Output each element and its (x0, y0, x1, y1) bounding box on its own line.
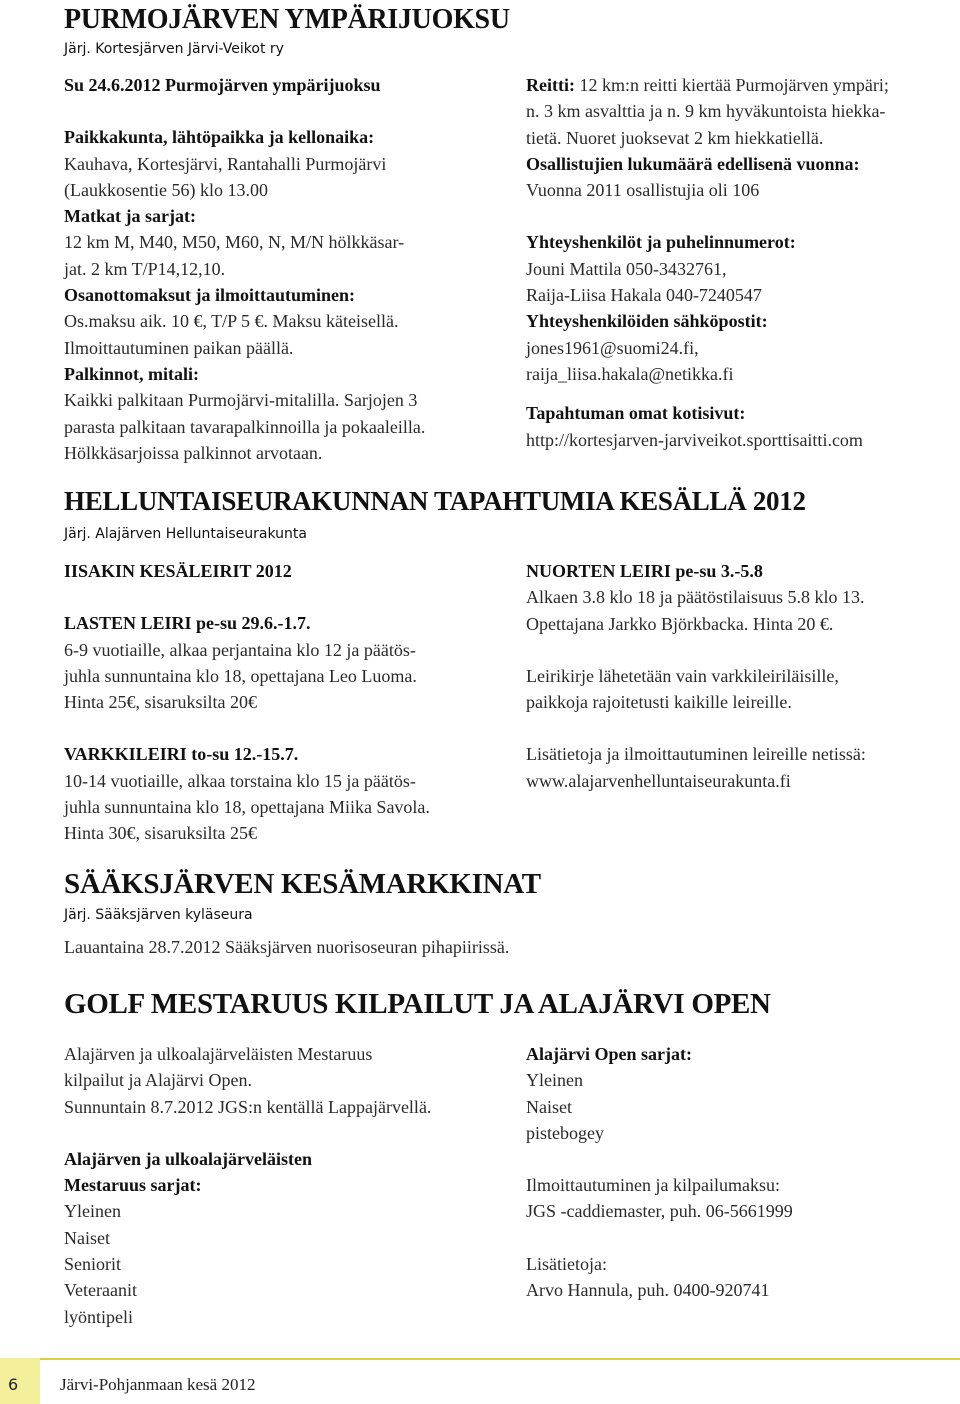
organizer-helluntai: Järj. Alajärven Helluntaiseurakunta (64, 526, 307, 542)
info-text: Lisätietoja ja ilmoittautuminen leireille netissä: (526, 744, 866, 765)
varkki-camp-text: 10-14 vuotiaille, alkaa torstaina klo 15 ja päätös- (64, 770, 416, 791)
fees-text: Os.maksu aik. 10 €, T/P 5 €. Maksu käteisellä. (64, 311, 399, 332)
camp-letter-text: paikkoja rajoitetusti kaikille leireille. (526, 692, 792, 713)
distances-text: jat. 2 km T/P14,12,10. (64, 258, 226, 279)
golf-right-column (526, 1041, 793, 1303)
series-item: Naiset (64, 1227, 110, 1248)
golf-left-column (64, 1041, 431, 1330)
championship-series-heading: Alajärven ja ulkoalajärveläisten (64, 1148, 312, 1169)
youth-camp-heading: NUORTEN LEIRI pe-su 3.-5.8 (526, 561, 763, 581)
camp-letter-text: Leirikirje lähetetään vain varkkileiriläisille, (526, 665, 839, 686)
route-text: tietä. Nuoret juoksevat 2 km hiekkatiellä. (526, 127, 824, 148)
series-item: Naiset (526, 1096, 572, 1117)
prizes-heading: Palkinnot, mitali: (64, 363, 200, 384)
youth-camp-text: Opettajana Jarkko Björkbacka. Hinta 20 €. (526, 613, 834, 634)
email-link[interactable]: jones1961@suomi24.fi, (526, 337, 699, 358)
fees-text: Ilmoittautuminen paikan päällä. (64, 337, 294, 358)
championship-series-heading: Mestaruus sarjat: (64, 1175, 202, 1196)
youth-camp-text: Alkaen 3.8 klo 18 ja päätöstilaisuus 5.8 klo 13. (526, 587, 865, 608)
varkki-camp-heading: VARKKILEIRI to-su 12.-15.7. (64, 744, 299, 765)
series-item: lyöntipeli (64, 1306, 133, 1327)
kids-camp-text: juhla sunnuntaina klo 18, opettajana Leo Luoma. (64, 665, 417, 686)
kids-camp-heading: LASTEN LEIRI pe-su 29.6.-1.7. (64, 613, 311, 634)
section-title-golf: GOLF MESTARUUS KILPAILUT JA ALAJÄRVI OPEN (64, 988, 771, 1020)
registration-text: Ilmoittautuminen ja kilpailumaksu: (526, 1175, 780, 1196)
homepage-link[interactable]: http://kortesjarven-jarviveikot.sporttisaitti.com (526, 429, 863, 450)
route-text: Reitti: 12 km:n reitti kiertää Purmojärven ympäri; (526, 75, 889, 95)
prizes-text: parasta palkitaan tavarapalkinnoilla ja pokaaleilla. (64, 416, 426, 437)
section-title-purmojarvi: PURMOJÄRVEN YMPÄRIJUOKSU (64, 4, 510, 35)
helluntai-left-column (64, 558, 430, 847)
emails-heading: Yhteyshenkilöiden sähköpostit: (526, 311, 768, 332)
contacts-text: Jouni Mattila 050-3432761, (526, 258, 727, 279)
registration-text: JGS -caddiemaster, puh. 06-5661999 (526, 1201, 793, 1222)
contacts-text: Raija-Liisa Hakala 040-7240547 (526, 285, 762, 306)
varkki-camp-text: juhla sunnuntaina klo 18, opettajana Miika Savola. (64, 797, 430, 818)
fees-heading: Osanottomaksut ja ilmoittautuminen: (64, 285, 356, 306)
location-heading: Paikkakunta, lähtöpaikka ja kellonaika: (64, 127, 375, 148)
page-number: 6 (8, 1375, 19, 1394)
distances-text: 12 km M, M40, M50, M60, N, M/N hölkkäsar- (64, 232, 405, 253)
location-text: Kauhava, Kortesjärvi, Rantahalli Purmojärvi (64, 153, 387, 174)
series-item: pistebogey (526, 1122, 604, 1143)
homepage-heading: Tapahtuman omat kotisivut: (526, 403, 746, 424)
open-series-heading: Alajärvi Open sarjat: (526, 1044, 692, 1064)
golf-intro-text: Alajärven ja ulkoalajärveläisten Mestaruus (64, 1044, 373, 1064)
series-item: Yleinen (64, 1201, 121, 1222)
participants-text: Vuonna 2011 osallistujia oli 106 (526, 180, 760, 201)
purmojarvi-left-column (64, 72, 425, 466)
footer-page-box (0, 1358, 40, 1404)
section-title-saaksjarvi: SÄÄKSJÄRVEN KESÄMARKKINAT (64, 868, 541, 900)
golf-intro-text: Sunnuntain 8.7.2012 JGS:n kentällä Lappajärvellä. (64, 1096, 432, 1117)
route-text: n. 3 km asvalttia ja n. 9 km hyväkuntoista hiekka- (526, 101, 886, 122)
publication-name: Järvi-Pohjanmaan kesä 2012 (60, 1375, 256, 1394)
prizes-text: Hölkkäsarjoissa palkinnot arvotaan. (64, 442, 323, 463)
website-link[interactable]: www.alajarvenhelluntaiseurakunta.fi (526, 770, 791, 791)
purmojarvi-right-column (526, 72, 889, 453)
email-link[interactable]: raija_liisa.hakala@netikka.fi (526, 363, 734, 384)
location-text: (Laukkosentie 56) klo 13.00 (64, 179, 268, 200)
camps-heading: IISAKIN KESÄLEIRIT 2012 (64, 561, 292, 581)
more-info-text: Arvo Hannula, puh. 0400-920741 (526, 1280, 770, 1301)
organizer-kortesjarvi: Järj. Kortesjärven Järvi-Veikot ry (64, 41, 284, 57)
golf-intro-text: kilpailut ja Alajärvi Open. (64, 1070, 252, 1091)
prizes-text: Kaikki palkitaan Purmojärvi-mitalilla. Sarjojen 3 (64, 390, 418, 411)
organizer-saaksjarvi: Järj. Sääksjärven kyläseura (64, 907, 253, 923)
series-item: Seniorit (64, 1254, 121, 1275)
series-item: Veteraanit (64, 1280, 137, 1301)
series-item: Yleinen (526, 1070, 583, 1091)
varkki-camp-text: Hinta 30€, sisaruksilta 25€ (64, 823, 257, 844)
footer-rule (40, 1358, 960, 1360)
helluntai-right-column (526, 558, 866, 794)
market-text (64, 934, 509, 960)
more-info-text: Lisätietoja: (526, 1253, 607, 1274)
contacts-heading: Yhteyshenkilöt ja puhelinnumerot: (526, 232, 796, 253)
kids-camp-text: 6-9 vuotiaille, alkaa perjantaina klo 12 ja päätös- (64, 639, 416, 660)
event-date-heading: Su 24.6.2012 Purmojärven ympärijuoksu (64, 75, 381, 95)
market-date-text: Lauantaina 28.7.2012 Sääksjärven nuorisoseuran pihapiirissä. (64, 937, 510, 957)
kids-camp-text: Hinta 25€, sisaruksilta 20€ (64, 692, 257, 713)
section-title-helluntai: HELLUNTAISEURAKUNNAN TAPAHTUMIA KESÄLLÄ 2012 (64, 486, 806, 516)
distances-heading: Matkat ja sarjat: (64, 206, 196, 227)
participants-heading: Osallistujien lukumäärä edellisenä vuonna: (526, 153, 860, 174)
